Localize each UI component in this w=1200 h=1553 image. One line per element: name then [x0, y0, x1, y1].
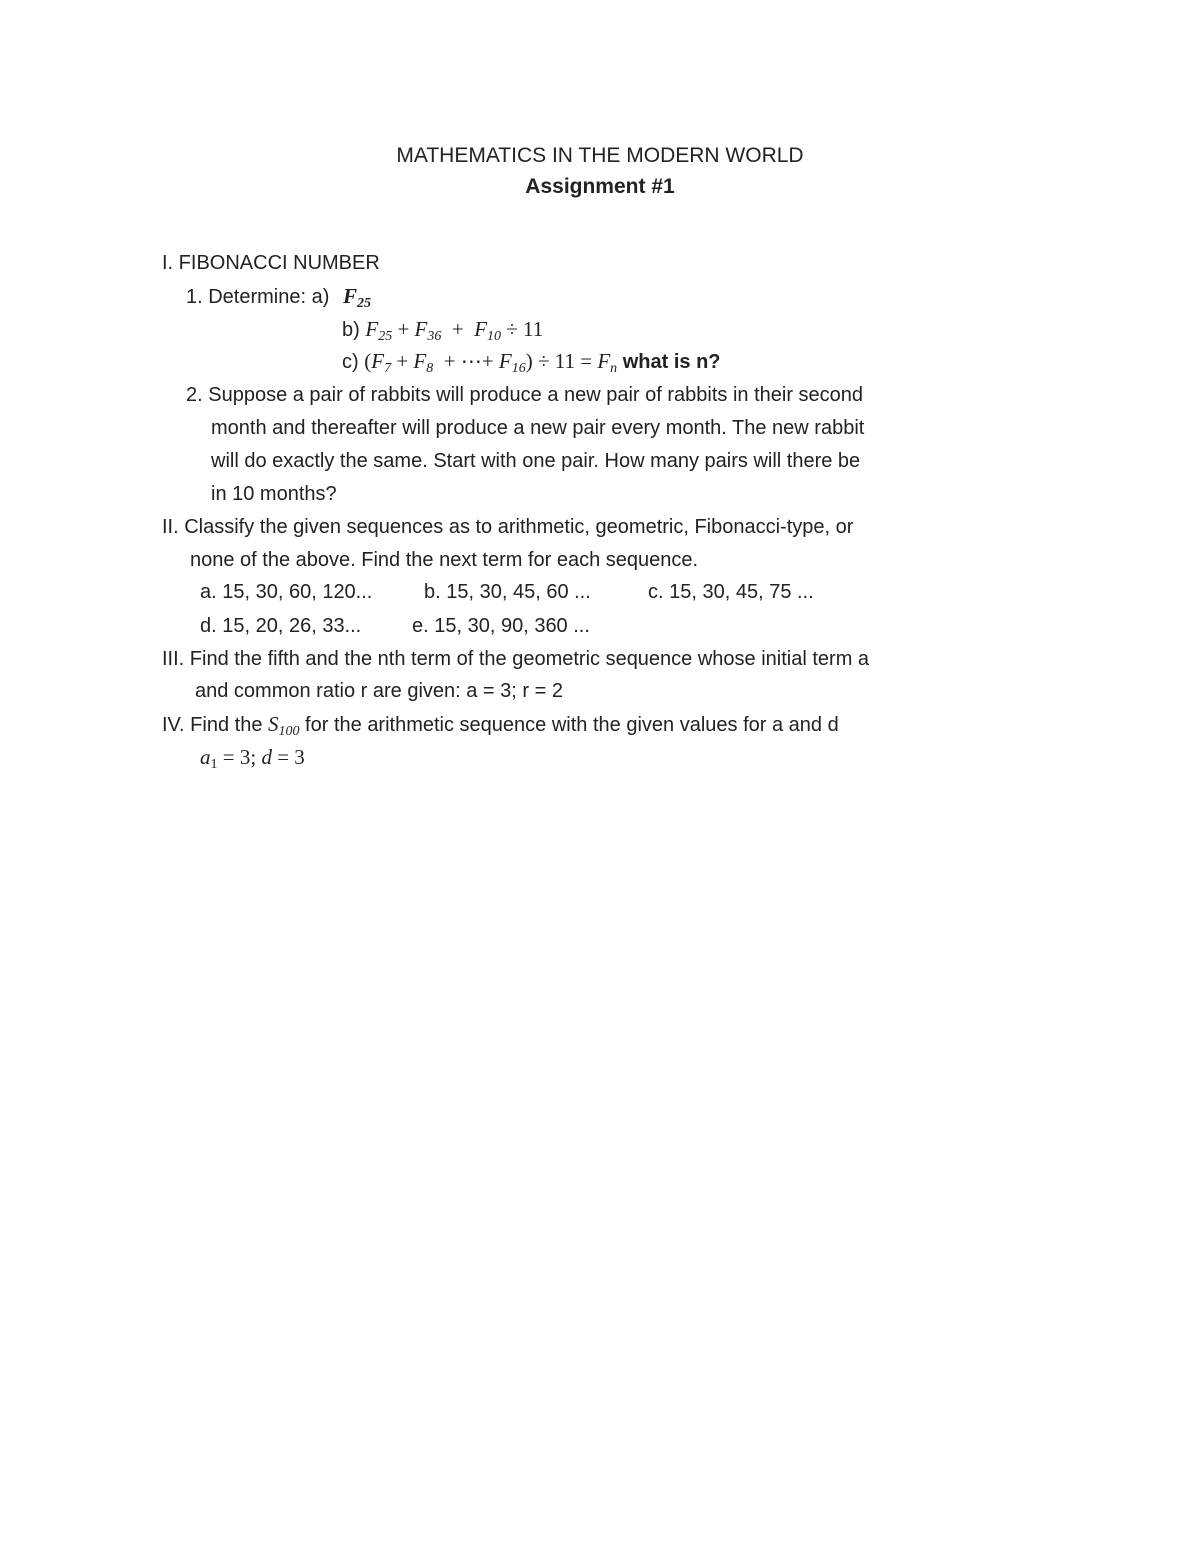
- question-1c-operator: + ⋯+: [433, 349, 499, 373]
- sequence-b: b. 15, 30, 45, 60 ...: [424, 581, 591, 603]
- question-2-line-3: will do exactly the same. Start with one pair. How many pairs will there be: [211, 450, 861, 472]
- s100-symbol: $S_{100}$: [268, 712, 300, 739]
- sequence-c: c. 15, 30, 45, 75 ...: [648, 581, 814, 603]
- question-1b-expression: [365, 317, 544, 344]
- question-2-line-2: month and thereafter will produce a new pair every month. The new rabbit: [211, 417, 865, 439]
- question-1b-term: $F_{36}$: [414, 317, 442, 344]
- section-2-line-1: II. Classify the given sequences as to arithmetic, geometric, Fibonacci-type, or: [162, 516, 854, 538]
- question-1-lead: 1. Determine: a): [186, 286, 330, 308]
- document-subtitle: Assignment #1: [525, 175, 675, 198]
- question-1c-term: $F_7$: [371, 349, 392, 376]
- question-1b-label: b): [342, 319, 360, 341]
- sequence-a: a. 15, 30, 60, 120...: [200, 581, 373, 603]
- f25-bold: $F_{25}$: [342, 284, 371, 311]
- section-3-line-2: and common ratio r are given: a = 3; r = 2: [195, 680, 563, 702]
- question-1c-question: what is n?: [617, 351, 721, 373]
- question-1c: [342, 348, 721, 375]
- question-1b-term: $F_{25}$: [365, 317, 393, 344]
- question-1a: [186, 283, 371, 310]
- question-1c-expression: ($F_7 + F_8$ + ⋯+ $F_{16}) \div 11 = F_n$: [364, 349, 618, 376]
- question-1c-label: c): [342, 351, 359, 373]
- question-1b-term: $F_{10}$: [474, 317, 502, 344]
- question-1b: [342, 316, 543, 343]
- sequence-d: d. 15, 20, 26, 33...: [200, 615, 362, 637]
- sequence-e: e. 15, 30, 90, 360 ...: [412, 615, 590, 637]
- question-2-line-1: 2. Suppose a pair of rabbits will produce a new pair of rabbits in their second: [186, 384, 864, 406]
- question-1b-operator: +: [441, 317, 475, 341]
- section-4-line-1: IV. Find the $S_{100}$ for the arithmetic sequence with the given values for a and d: [162, 712, 839, 739]
- question-1c-term: $F_8$: [413, 349, 434, 376]
- question-1b-operator: ÷ 11: [501, 317, 544, 341]
- question-1c-term: $F_{16}$: [498, 349, 526, 376]
- section-2-line-2: none of the above. Find the next term for each sequence.: [190, 549, 699, 571]
- question-1b-operator: +: [392, 317, 415, 341]
- section-1-heading: I. FIBONACCI NUMBER: [162, 252, 380, 274]
- question-1c-operator: +: [391, 349, 414, 373]
- question-2-line-4: in 10 months?: [211, 483, 337, 505]
- document-title: MATHEMATICS IN THE MODERN WORLD: [396, 144, 804, 167]
- section-3-line-1: III. Find the fifth and the nth term of the geometric sequence whose initial term a: [162, 648, 870, 670]
- section-4-given: $a_1 = 3$; d = 3: [200, 745, 305, 772]
